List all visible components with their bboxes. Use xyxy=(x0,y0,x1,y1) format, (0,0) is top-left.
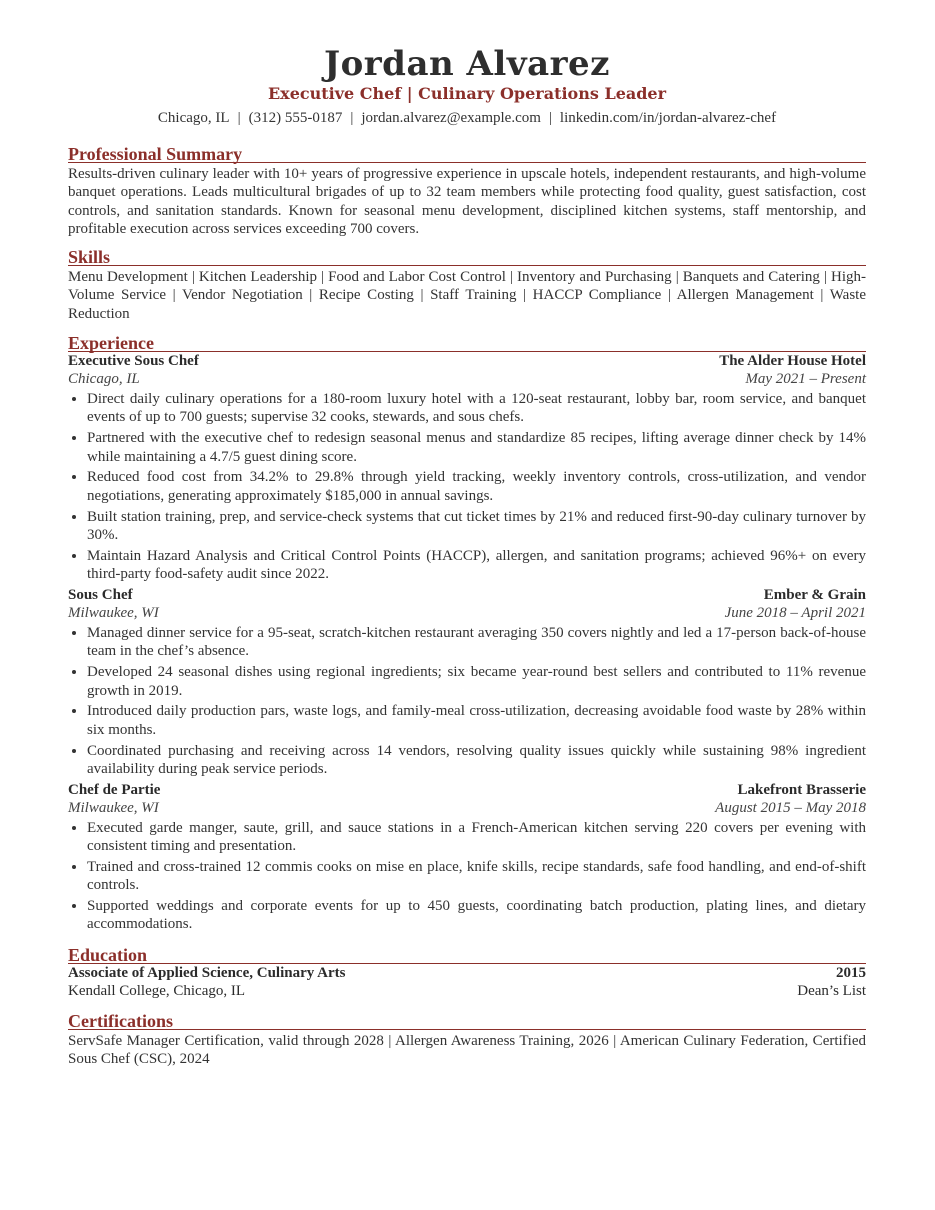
summary-section xyxy=(68,145,866,238)
job-dates: May 2021 – Present xyxy=(745,371,866,388)
contact-phone[interactable]: (312) 555-0187 xyxy=(248,110,343,126)
job-meta-row xyxy=(68,370,866,388)
job-location: Milwaukee, WI xyxy=(68,799,159,816)
job-bullet: • Partnered with the executive chef to redesign seasonal menus and standardize 85 recipes, lifting average dinner check by 14% while maintaining a 4.7/5 guest dining score. xyxy=(87,429,866,466)
education-school-row xyxy=(68,982,866,1000)
section-heading-text: Experience xyxy=(68,333,154,354)
job-title-row xyxy=(68,352,866,370)
contact-location: Chicago, IL xyxy=(157,110,230,126)
job-title: Executive Sous Chef xyxy=(68,353,199,370)
job-bullet: • Trained and cross-trained 12 commis cooks on mise en place, knife skills, recipe standards, safe food handling, and end-of-shift controls. xyxy=(87,858,866,895)
job-title-row xyxy=(68,586,866,604)
section-heading-text: Skills xyxy=(68,247,111,268)
education-school: Kendall College, Chicago, IL xyxy=(68,982,246,999)
contact-separator: | xyxy=(237,110,241,126)
contact-linkedin[interactable]: linkedin.com/in/jordan-alvarez-chef xyxy=(559,110,777,126)
contact-separator: | xyxy=(548,110,552,126)
summary-text: Results-driven culinary leader with 10+ years of progressive experience in upscale hotels, independent restaurants, and high-volume banquet operations. Leads multicultural brigades of up to 32 team members while protecting food quality, guest satisfaction, cost controls, and sanitation standards. Known for seasonal menu development, disciplined kitchen systems, staff mentorship, and profitable execution across services exceeding 700 covers. xyxy=(68,166,866,237)
job-bullet: • Executed garde manger, saute, grill, and sauce stations in a French-American kitchen serving 220 covers per evening with consistent timing and presentation. xyxy=(87,819,866,856)
job-title-row xyxy=(68,781,866,799)
experience-section xyxy=(68,334,866,934)
job-employer: The Alder House Hotel xyxy=(719,353,866,370)
job-meta-row xyxy=(68,604,866,622)
education-honor: Dean’s List xyxy=(797,982,866,999)
candidate-name: Jordan Alvarez xyxy=(324,44,610,84)
job-entry xyxy=(68,352,866,583)
job-dates: August 2015 – May 2018 xyxy=(715,799,866,816)
education-degree: Associate of Applied Science, Culinary Arts xyxy=(68,964,346,981)
section-divider xyxy=(68,963,866,964)
job-bullet: • Built station training, prep, and service-check systems that cut ticket times by 21% and reduced first-90-day culinary turnover by 30%. xyxy=(87,508,866,545)
section-divider xyxy=(68,1029,866,1030)
job-location: Milwaukee, WI xyxy=(68,605,159,622)
section-heading-experience xyxy=(68,333,866,354)
job-bullet: • Reduced food cost from 34.2% to 29.8% through yield tracking, weekly inventory controls, cross-utilization, and vendor negotiations, generating approximately $185,000 in annual savings. xyxy=(87,468,866,505)
education-degree-row xyxy=(68,964,866,982)
section-heading-skills xyxy=(68,247,866,268)
section-divider xyxy=(68,351,866,352)
candidate-headline: Executive Chef | Culinary Operations Leader xyxy=(267,84,667,103)
job-bullet: • Developed 24 seasonal dishes using regional ingredients; six became year-round best sellers and contributed to 11% revenue growth in 2019. xyxy=(87,663,866,700)
section-heading-text: Education xyxy=(68,944,148,965)
job-bullet: • Coordinated purchasing and receiving across 14 vendors, resolving quality issues quickly while sustaining 98% ingredient availability during peak service periods. xyxy=(87,742,866,779)
section-divider xyxy=(68,265,866,266)
section-heading-education xyxy=(68,944,866,965)
job-bullet: • Managed dinner service for a 95-seat, scratch-kitchen restaurant averaging 350 covers nightly and led a 17-person back-of-house team in the chef’s absence. xyxy=(87,624,866,661)
skills-text: Menu Development | Kitchen Leadership | Food and Labor Cost Control | Inventory and Purchasing | Banquets and Catering | High-Volume Service | Vendor Negotiation | Recipe Costing | Staff Training | HACCP Compliance | Allergen Management | Waste Reduction xyxy=(68,269,866,322)
job-bullets xyxy=(68,819,866,934)
section-heading-certifications xyxy=(68,1010,866,1031)
job-bullet: • Supported weddings and corporate events for up to 450 guests, coordinating batch production, plating lines, and dietary accommodations. xyxy=(87,897,866,934)
job-dates: June 2018 – April 2021 xyxy=(724,605,866,622)
certifications-text: ServSafe Manager Certification, valid through 2028 | Allergen Awareness Training, 2026 | American Culinary Federation, Certified Sous Chef (CSC), 2024 xyxy=(68,1032,866,1068)
job-title: Chef de Partie xyxy=(68,781,161,798)
section-divider xyxy=(68,162,866,163)
contact-line xyxy=(68,108,866,128)
job-entry xyxy=(68,781,866,934)
education-section xyxy=(68,946,866,1000)
job-title: Sous Chef xyxy=(68,587,133,604)
contact-email[interactable]: jordan.alvarez@example.com xyxy=(361,110,541,126)
job-bullet: • Direct daily culinary operations for a 180-room luxury hotel with a 120-seat restaurant, lobby bar, room service, and banquet events of up to 700 guests; supervise 32 cooks, stewards, and sous chefs. xyxy=(87,390,866,427)
job-employer: Lakefront Brasserie xyxy=(737,781,866,798)
section-heading-summary xyxy=(68,144,866,164)
certifications-section xyxy=(68,1012,866,1069)
job-bullets xyxy=(68,390,866,583)
section-heading-text: Professional Summary xyxy=(68,144,243,164)
skills-section xyxy=(68,248,866,323)
job-entry xyxy=(68,586,866,778)
section-heading-text: Certifications xyxy=(68,1010,173,1031)
job-employer: Ember & Grain xyxy=(763,587,866,604)
contact-separator: | xyxy=(350,110,354,126)
education-year: 2015 xyxy=(836,964,866,981)
job-location: Chicago, IL xyxy=(68,371,140,388)
job-meta-row xyxy=(68,799,866,817)
job-bullet: • Maintain Hazard Analysis and Critical Control Points (HACCP), allergen, and sanitation programs; achieved 96%+ on every third-party food-safety audit since 2022. xyxy=(87,547,866,584)
job-bullets xyxy=(68,624,866,778)
job-bullet: • Introduced daily production pars, waste logs, and family-meal cross-utilization, decreasing avoidable food waste by 28% within six months. xyxy=(87,702,866,739)
resume-page xyxy=(68,44,866,1068)
